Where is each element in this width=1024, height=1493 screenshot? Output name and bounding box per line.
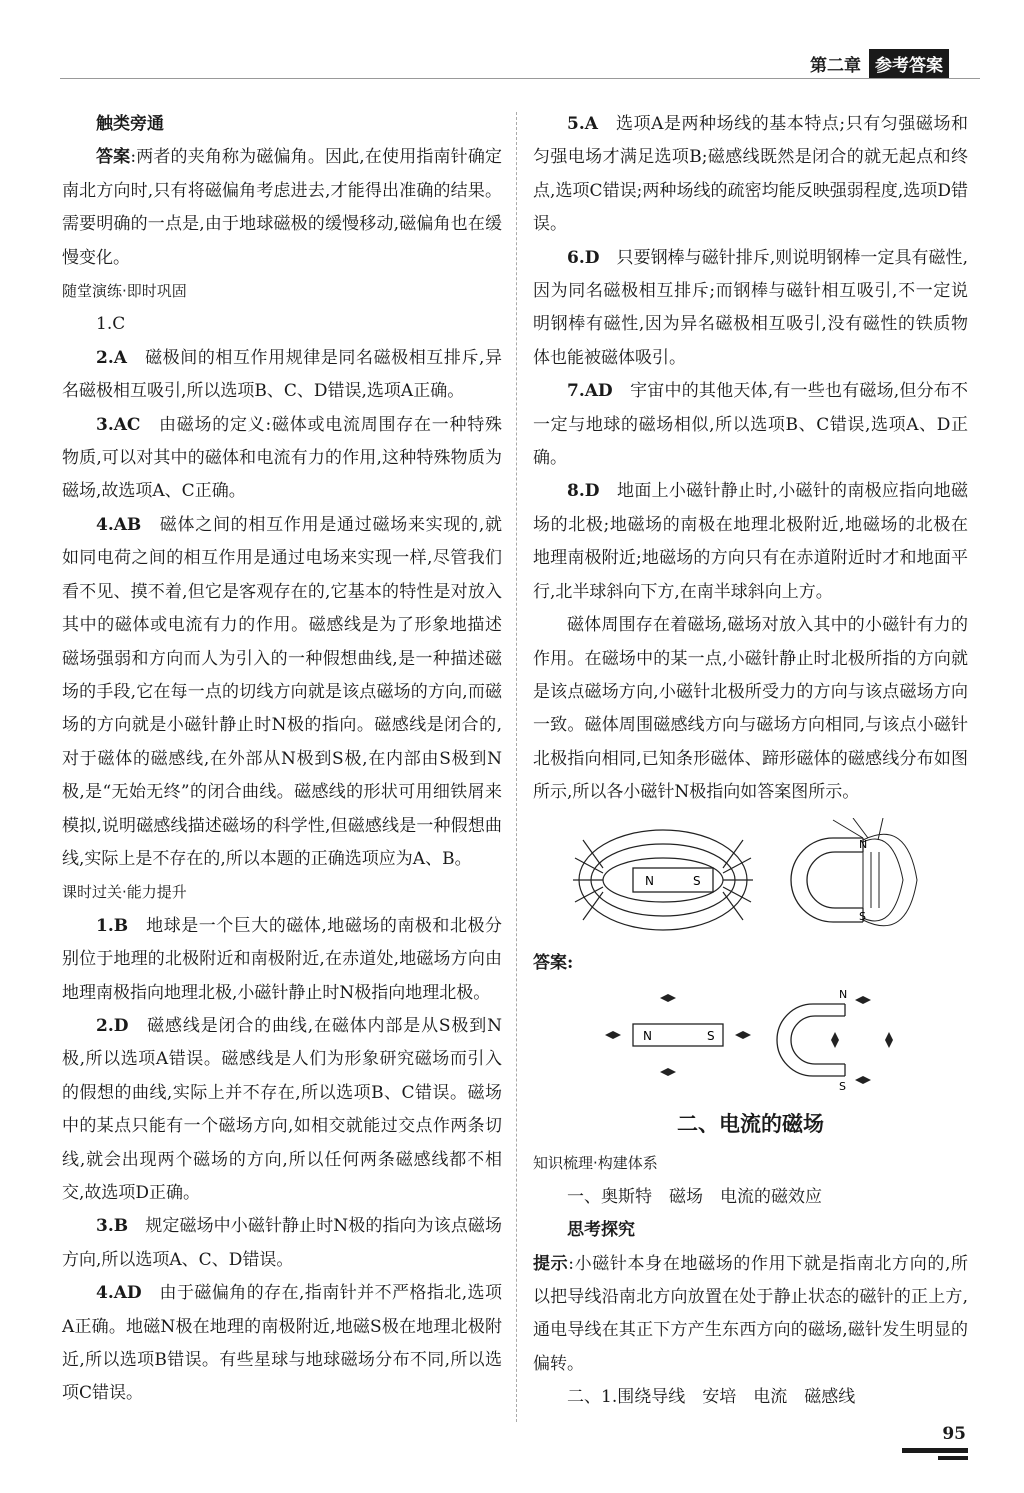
column-divider: [516, 112, 518, 1422]
compass-answer-diagram: [533, 980, 968, 1092]
chapter-label: 第二章: [810, 55, 861, 76]
review-7-text: 宇宙中的其他天体,有一些也有磁场,但分布不一定与地球的磁场相似,所以选项B、C错误,选项A、D正确。: [533, 381, 968, 469]
review-4-num: 4.AD: [96, 1283, 142, 1304]
magnet-field-diagram: [533, 818, 968, 943]
review-6-num: 6.D: [567, 247, 600, 268]
knowledge-item-1: 一、奥斯特 磁场 电流的磁效应: [567, 1186, 822, 1207]
explore-tip: [533, 1248, 968, 1382]
horseshoe-south-label: S: [859, 909, 866, 923]
right-column: [533, 108, 968, 1415]
review-8-num: 8.D: [567, 481, 600, 502]
lesson-title: 二、电流的磁场: [677, 1111, 824, 1136]
review-3-text: 规定磁场中小磁针静止时N极的指向为该点磁场方向,所以选项A、C、D错误。: [62, 1216, 502, 1270]
answer-horseshoe-north-label: N: [839, 987, 848, 1001]
horseshoe-north-label: N: [859, 837, 868, 851]
answer-4-text: 磁体之间的相互作用是通过磁场来实现的,就如同电荷之间的相互作用是通过电场来实现一样,尽管我们看不见、摸不着,但它是客观存在的,它基本的特性是对放入其中的磁体或电流有力的作用。磁感线是为了形象地描述磁场强弱和方向而人为引入的一种假想曲线,是一种描述磁场的手段,它在每一点的切线方向就是该点磁场的方向,而磁场的方向就是小磁针静止时N极的指向。磁感线是闭合的,对于磁体的磁感线,在外部从N极到S极,在内部由S极到N极,是“无始无终”的闭合曲线。磁感线的形状可用细铁屑来模拟,说明磁感线描述磁场的科学性,但磁感线是一种假想曲线,实际上是不存在的,所以本题的正确选项应为A、B。: [62, 514, 502, 869]
review-2-num: 2.D: [96, 1015, 129, 1036]
answer-3: [62, 409, 502, 509]
paragraph-analogy-answer: [62, 141, 502, 275]
page-footer: [902, 1422, 972, 1462]
tip-label: 提示: [533, 1253, 569, 1274]
review-6-text: 只要钢棒与磁针排斥,则说明钢棒一定具有磁性,因为同名磁极相互排斥;而钢棒与磁针相互吸引,不一定说明钢棒有磁性,因为异名磁极相互吸引,没有磁性的铁质物体也能被磁体吸引。: [533, 247, 968, 368]
bar-south-label: S: [693, 873, 701, 888]
answer-1: 1.C: [96, 314, 126, 335]
review-8-text: 地面上小磁针静止时,小磁针的南极应指向地磁场的北极;地磁场的南极在地理北极附近,地磁场的北极在地理南极附近;地磁场的方向只有在赤道附近时才和地面平行,北半球斜向下方,在南半球斜向上方。: [533, 481, 968, 602]
answer-3-num: 3.AC: [96, 414, 141, 435]
section-title-analogy: 触类旁通: [96, 114, 164, 134]
review-answer-5: [533, 108, 968, 242]
review-7-num: 7.AD: [567, 381, 613, 402]
footer-bar-small: [938, 1456, 968, 1460]
page-number: 95: [942, 1424, 966, 1444]
answer-label: 答案: [96, 147, 131, 168]
footer-bar: [902, 1448, 968, 1453]
review-3-num: 3.B: [96, 1216, 129, 1237]
review-answer-1: [62, 910, 502, 1010]
answer-horseshoe-south-label: S: [839, 1079, 846, 1092]
review-answer-7: [533, 375, 968, 475]
review-answer-8: [533, 475, 968, 609]
review-answer-2: [62, 1010, 502, 1210]
horseshoe-magnet-shape: [791, 838, 863, 922]
page-header: [810, 48, 980, 78]
left-column: [62, 108, 502, 1411]
review-answer-9: 磁体周围存在着磁场,磁场对放入其中的小磁针有力的作用。在磁场中的某一点,小磁针静止时北极所指的方向就是该点磁场方向,小磁针北极所受力的方向与该点磁场方向一致。磁体周围磁感线方向与磁场方向相同,与该点小磁针北极指向相同,已知条形磁体、蹄形磁体的磁感线分布如图所示,所以各小磁针N极指向如答案图所示。: [533, 615, 968, 803]
answer-2: [62, 342, 502, 409]
section-title-review: 课时过关·能力提升: [62, 883, 187, 902]
review-1-num: 1.B: [96, 915, 129, 936]
review-1-text: 地球是一个巨大的磁体,地磁场的南极和北极分别位于地理的北极附近和南极附近,在赤道处,地磁场方向由地理南极指向地理北极,小磁针静止时N极指向地理北极。: [62, 915, 502, 1003]
answer-2-text: 磁极间的相互作用规律是同名磁极相互排斥,异名磁极相互吸引,所以选项B、C、D错误,选项A正确。: [62, 347, 502, 402]
section-title-knowledge: 知识梳理·构建体系: [533, 1154, 658, 1173]
compass-answer-figure: [533, 980, 968, 1092]
answer-bar-north-label: N: [643, 1028, 652, 1043]
review-5-num: 5.A: [567, 114, 598, 134]
review-answer-3: [62, 1210, 502, 1277]
review-5-text: 选项A是两种场线的基本特点;只有匀强磁场和匀强电场才满足选项B;磁感线既然是闭合的就无起点和终点,选项C错误;两种场线的疏密均能反映强弱程度,选项D错误。: [533, 114, 968, 235]
answer-tag: 参考答案: [869, 49, 949, 78]
knowledge-item-2: 二、1.围绕导线 安培 电流 磁感线: [567, 1387, 856, 1408]
review-answer-4: [62, 1277, 502, 1411]
review-2-text: 磁感线是闭合的曲线,在磁体内部是从S极到N极,所以选项A错误。磁感线是人们为形象研究磁场而引入的假想的曲线,实际上并不存在,所以选项B、C错误。磁场中的某点只能有一个磁场方向,如相交就能过交点作两条切线,就会出现两个磁场的方向,所以任何两条磁感线都不相交,故选项D正确。: [62, 1015, 502, 1203]
bar-north-label: N: [645, 873, 654, 888]
field-lines-figure: [533, 818, 968, 943]
answer-4-num: 4.AB: [96, 514, 142, 535]
answer-4: [62, 509, 502, 876]
review-answer-6: [533, 242, 968, 376]
figure-answer-label: 答案:: [533, 952, 574, 973]
answer-text: :两者的夹角称为磁偏角。因此,在使用指南针确定南北方向时,只有将磁偏角考虑进去,才能得出准确的结果。需要明确的一点是,由于地球磁极的缓慢移动,磁偏角也在缓慢变化。: [62, 147, 502, 268]
header-divider: [60, 78, 980, 79]
section-title-explore: 思考探究: [567, 1220, 635, 1241]
answer-3-text: 由磁场的定义:磁体或电流周围存在一种特殊物质,可以对其中的磁体和电流有力的作用,这种特殊物质为磁场,故选项A、C正确。: [62, 414, 502, 502]
answer-bar-south-label: S: [707, 1028, 715, 1043]
tip-text: :小磁针本身在地磁场的作用下就是指南北方向的,所以把导线沿南北方向放置在处于静止状态的磁针的正上方,通电导线在其正下方产生东西方向的磁场,磁针发生明显的偏转。: [533, 1253, 969, 1374]
review-4-text: 由于磁偏角的存在,指南针并不严格指北,选项A正确。地磁N极在地理的南极附近,地磁S极在地理北极附近,所以选项B错误。有些星球与地球磁场分布不同,所以选项C错误。: [62, 1283, 502, 1404]
answer-2-num: 2.A: [96, 347, 127, 368]
section-title-practice: 随堂演练·即时巩固: [62, 282, 187, 301]
